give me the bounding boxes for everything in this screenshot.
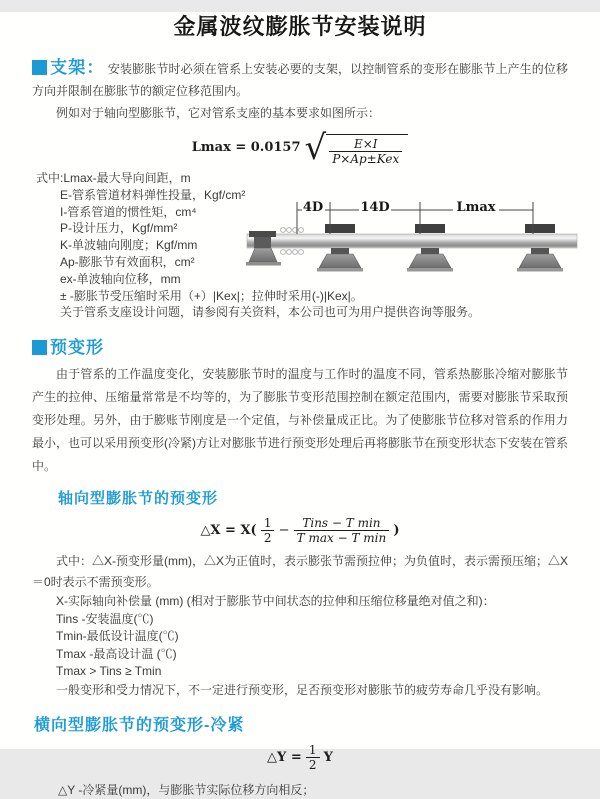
lateral-formula-rhs: Y — [323, 749, 333, 765]
lmax-formula-lhs: Lmax = 0.0157 — [191, 140, 301, 155]
axial-subheading: 轴向型膨胀节的预变形 — [58, 490, 219, 507]
pipe-support-diagram — [245, 198, 579, 300]
dim-label-lmax: Lmax — [456, 200, 496, 215]
cold-tightening-note: △Y -冷紧量(mm)，与膨胀节实际位移方向相反； — [58, 782, 315, 797]
page-title: 金属波纹膨胀节安装说明 — [173, 14, 427, 39]
sqrt-radical — [305, 129, 409, 166]
definition-line: ex-单波轴向位移，mm — [60, 271, 181, 286]
definition-line: E-管系管道材料弹性投量，Kgf/cm² — [60, 187, 246, 202]
pipe — [247, 234, 577, 248]
temp-line: Tmax -最高设计温 (℃) — [56, 646, 177, 661]
preform-section-header — [32, 337, 568, 359]
definition-line: 式中:Lmax-最大导向间距，m — [36, 171, 191, 185]
lmax-formula-numerator: E×I — [353, 137, 378, 151]
dim-label-14d: 14D — [360, 200, 390, 215]
preform-section-heading: 预变形 — [50, 338, 104, 357]
support-example-text: 例如对于轴向型膨胀节，它对管系支座的基本要求如图所示： — [56, 106, 381, 120]
axial-explain-block — [32, 551, 568, 700]
axial-formula — [0, 516, 600, 545]
temp-numerator: Tins − T min — [302, 516, 381, 530]
dim-label-4d: 4D — [302, 200, 324, 215]
half-numerator: 1 — [263, 516, 272, 530]
radical-sign: √ — [304, 128, 327, 168]
support-intro-text: 安装膨胀节时必须在管系上安装必要的支架，以控制管系的变形在膨胀节上产生的位移方向并限制在膨胀节的额定位移范围内。 — [32, 62, 568, 98]
axial-explain-text: 式中：△X-预变形量(mm)，△X为正值时，表示膨张节需预拉伸；为负值时，表示需预压缩；△X＝0时表示不需预变形。 — [32, 554, 568, 589]
preform-body-text: 由于管系的工作温度变化，安装膨胀节时的温度与工作时的温度不同，管系热膨胀冷缩对膨胀节产生的拉伸、压缩量常常是不均等的，为了膨胀节变形范围控制在额定范围内，需要对膨胀节采取预变形处理。另外，由于膨账节刚度是一个定值，与补偿量成正比。为了使膨胀节位移对管系的作用力最小，也可以采用预变形(冷紧)方让对膨胀节进行预变形处理后再将膨胀节在预变形状态下安装在管系中。 — [32, 367, 568, 473]
definition-line: ± -膨胀节受压缩时采用（+）|Kex|；拉伸时采用(-)|Kex|。 — [60, 288, 363, 303]
square-bullet-icon — [32, 340, 47, 355]
axial-formula-lhs: △X = X( — [200, 523, 257, 538]
support-note-text: 关于管系支座设计问题，请参阅有关资料，本公司也可为用户提供咨询等服务。 — [60, 305, 481, 320]
definition-line: I-管系管道的惯性矩，cm⁴ — [60, 204, 197, 219]
half-numerator: 1 — [308, 742, 317, 757]
general-remark-text: 一般变形和受力情况下，不一定进行预变形，足否预变形对膨胀节的疲劳寿命几乎没有影响。 — [56, 682, 549, 697]
support-section-heading: 支架： — [50, 58, 105, 77]
lmax-formula-denominator: P×Ap±Kex — [329, 151, 402, 166]
lmax-formula — [0, 129, 600, 166]
definition-line: K-单波轴向刚度；Kgf/mm — [60, 238, 198, 253]
lateral-formula-lhs: △Y = — [267, 749, 302, 765]
definition-line: P-设计压力，Kgf/mm² — [60, 221, 178, 236]
half-denominator: 2 — [306, 757, 320, 772]
lateral-subheading: 横向型膨胀节的预变形-冷紧 — [34, 716, 245, 734]
definitions-and-diagram — [36, 170, 600, 322]
definition-line: Ap-膨胀节有效面积，cm² — [60, 254, 195, 269]
x-definition-text: X-实际轴向补偿量 (mm) (相对于膨胀节中间状态的拉伸和压缩位移量绝对值之和)： — [56, 594, 495, 608]
half-denominator: 2 — [261, 530, 275, 545]
temp-line: Tmax > Tins ≥ Tmin — [56, 664, 162, 678]
close-paren: ) — [393, 523, 400, 538]
temp-line: Tins -安装温度(℃) — [56, 611, 154, 626]
support-intro-paragraph — [32, 57, 568, 102]
temp-line: Tmin-最低设计温度(℃) — [56, 629, 179, 643]
temp-denominator: T max − T min — [294, 530, 390, 545]
document-page — [0, 12, 600, 797]
minus-sign: − — [278, 523, 290, 538]
lateral-formula — [0, 743, 600, 772]
square-bullet-icon — [32, 60, 47, 75]
